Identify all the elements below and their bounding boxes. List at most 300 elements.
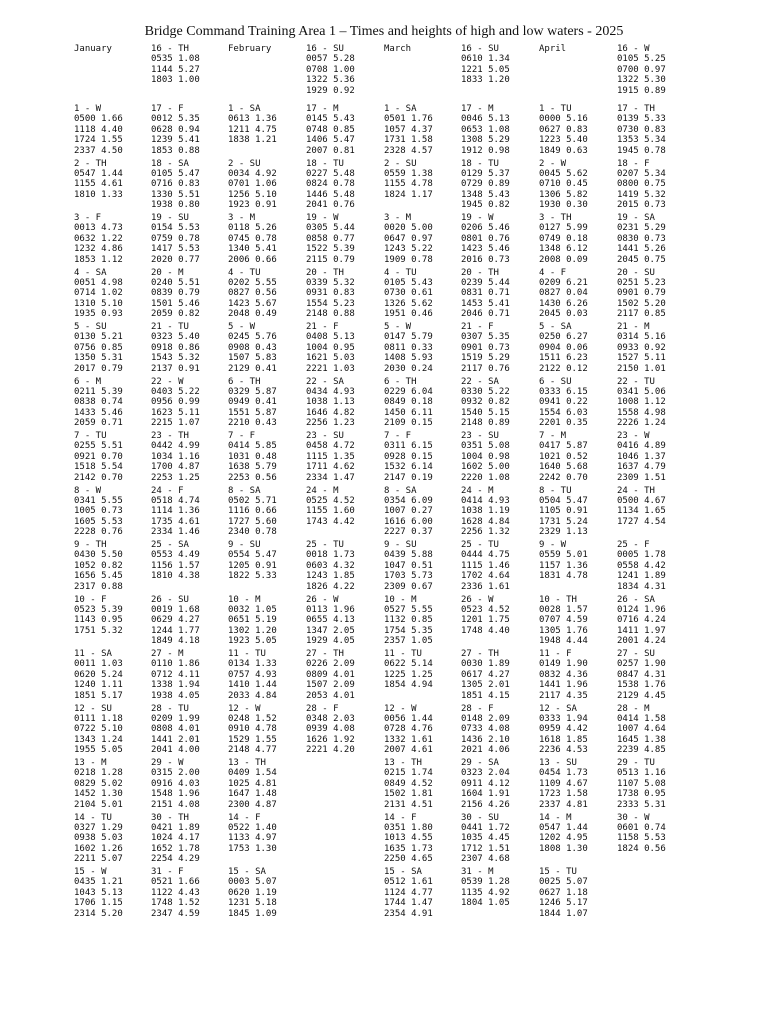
tide-entry: 1831 4.78	[539, 571, 588, 582]
tide-entry: 0032 1.05	[228, 604, 277, 615]
tide-entry: 2021 4.06	[461, 745, 510, 756]
tide-entry: 0255 5.51	[74, 441, 123, 452]
tide-entry: 0245 5.76	[228, 332, 277, 343]
tide-entry: 0046 5.13	[461, 114, 510, 125]
tide-entry: 0435 1.21	[74, 877, 123, 888]
tide-entry: 0013 4.73	[74, 223, 123, 234]
tide-entry: 1929 4.05	[306, 636, 355, 647]
tide-entry: 0811 0.33	[384, 342, 433, 353]
tide-entry: 2045 0.75	[617, 254, 666, 265]
day-label: 25 - SA	[151, 540, 189, 550]
day-label: 26 - W	[306, 594, 339, 605]
tide-entry: 0414 5.85	[228, 441, 277, 452]
tide-entry: 1132 0.85	[384, 615, 433, 626]
day-entry	[539, 813, 588, 855]
day-label: 4 - TU	[228, 267, 261, 278]
tide-entry: 0206 5.46	[461, 223, 510, 234]
tide-entry: 0139 5.33	[617, 114, 666, 125]
tide-entry: 2340 0.78	[228, 527, 277, 538]
day-label: 27 - TH	[461, 649, 499, 659]
day-label: 12 - W	[384, 703, 417, 714]
tide-entry: 1923 0.91	[228, 200, 277, 211]
tide-entry: 2300 4.87	[228, 799, 277, 810]
day-label: 30 - SU	[461, 812, 499, 823]
day-entry	[151, 540, 200, 582]
day-label: 30 - TH	[151, 812, 189, 823]
day-label: 22 - W	[151, 376, 184, 387]
day-label: 29 - W	[151, 758, 184, 768]
tide-entry: 0554 5.47	[228, 550, 277, 561]
day-entry	[461, 322, 510, 374]
day-entry	[384, 159, 433, 201]
tide-entry: 1038 1.19	[461, 506, 510, 517]
tide-entry: 2347 4.59	[151, 908, 200, 919]
day-label: 15 - SA	[384, 867, 422, 877]
tide-entry: 1350 5.31	[74, 353, 123, 364]
tide-entry: 0716 0.83	[151, 179, 200, 190]
tide-entry: 0018 1.73	[306, 550, 355, 561]
day-label: 23 - SU	[306, 431, 344, 441]
tide-entry: 0708 1.00	[306, 64, 355, 75]
tide-entry: 0558 4.42	[617, 560, 666, 571]
day-entry	[151, 649, 200, 701]
day-label: 10 - M	[384, 594, 417, 605]
tide-entry: 0832 4.36	[539, 669, 588, 680]
day-entry	[384, 595, 433, 647]
tide-entry: 1046 1.37	[617, 451, 666, 462]
day-label: 29 - TU	[617, 758, 655, 768]
tide-entry: 0414 1.58	[617, 713, 666, 724]
tide-entry: 1554 6.03	[539, 407, 588, 418]
tide-entry: 1156 1.57	[151, 560, 200, 571]
tide-entry: 0348 2.03	[306, 713, 355, 724]
tide-entry: 1221 5.05	[461, 64, 510, 75]
tide-entry: 0057 5.28	[306, 54, 355, 65]
tide-entry: 0209 6.21	[539, 277, 588, 288]
tide-entry: 0647 0.97	[384, 233, 433, 244]
tide-entry: 1308 5.29	[461, 135, 510, 146]
tide-entry: 1322 5.30	[617, 75, 666, 86]
tide-entry: 0012 5.35	[151, 114, 200, 125]
day-label: 7 - F	[384, 431, 412, 441]
tide-entry: 1441 1.96	[539, 680, 588, 691]
tide-entry: 1024 4.17	[151, 833, 200, 844]
tide-entry: 0559 1.38	[384, 168, 433, 179]
tide-entry: 0239 5.44	[461, 277, 510, 288]
day-entry	[151, 431, 200, 483]
day-entry	[461, 159, 510, 211]
tide-entry: 0911 4.12	[461, 778, 510, 789]
day-label: 27 - SU	[617, 649, 655, 659]
tide-entry: 0745 0.78	[228, 233, 277, 244]
tide-entry: 1452 1.30	[74, 789, 123, 800]
tide-entry: 0539 1.28	[461, 877, 510, 888]
day-entry	[539, 104, 588, 156]
day-label: 6 - TH	[228, 376, 261, 387]
day-entry	[617, 213, 666, 265]
tide-entry: 0305 5.44	[306, 223, 355, 234]
tide-entry: 1703 5.73	[384, 571, 433, 582]
tide-entry: 0439 5.88	[384, 550, 433, 561]
tide-entry: 0231 5.29	[617, 223, 666, 234]
day-label: 24 - F	[151, 485, 184, 496]
day-label: 1 - W	[74, 104, 102, 114]
tide-entry: 1433 5.46	[74, 407, 123, 418]
tide-entry: 1201 1.75	[461, 615, 510, 626]
tide-entry: 0730 0.61	[384, 288, 433, 299]
tide-entry: 1640 5.68	[539, 462, 588, 473]
tide-entry: 0949 0.41	[228, 397, 277, 408]
tide-entry: 1748 4.40	[461, 625, 510, 636]
tide-entry: 0403 5.22	[151, 386, 200, 397]
day-entry	[384, 813, 433, 865]
tide-entry: 0800 0.75	[617, 179, 666, 190]
tide-entry: 0610 1.34	[461, 54, 510, 65]
day-label: 14 - F	[384, 812, 417, 823]
tide-entry: 1231 5.18	[228, 898, 277, 909]
day-entry	[228, 649, 277, 701]
tide-entry: 2354 4.91	[384, 908, 433, 919]
tide-entry: 1743 4.42	[306, 516, 355, 527]
tide-entry: 0710 0.45	[539, 179, 588, 190]
tide-entry: 0409 1.54	[228, 768, 277, 779]
day-label: 17 - TH	[617, 104, 655, 114]
day-label: 24 - M	[461, 485, 494, 496]
day-entry	[384, 431, 433, 483]
tide-entry: 1844 1.07	[539, 908, 588, 919]
day-entry	[151, 758, 200, 810]
tide-entry: 2137 0.91	[151, 363, 200, 374]
day-entry	[539, 540, 588, 582]
day-label: 13 - M	[74, 758, 107, 768]
tide-entry: 1744 1.47	[384, 898, 433, 909]
tide-entry: 0148 2.09	[461, 713, 510, 724]
day-entry	[306, 704, 355, 756]
tide-entry: 0207 5.34	[617, 168, 666, 179]
tide-entry: 0134 1.33	[228, 659, 277, 670]
day-label: 11 - TU	[384, 649, 422, 659]
tide-entry: 1239 5.41	[151, 135, 200, 146]
day-entry	[74, 867, 123, 919]
day-label: 13 - TH	[384, 758, 422, 768]
tide-entry: 0416 4.89	[617, 441, 666, 452]
day-label: 10 - F	[74, 594, 107, 605]
tide-entry: 0105 5.25	[617, 54, 666, 65]
tide-entry: 1441 5.26	[617, 244, 666, 255]
day-label: 13 - TH	[228, 758, 266, 768]
tide-entry: 2148 4.77	[228, 745, 277, 756]
tide-entry: 1824 0.56	[617, 843, 666, 854]
day-entry	[74, 159, 123, 201]
tide-entry: 0620 5.24	[74, 669, 123, 680]
tide-entry: 1529 1.55	[228, 734, 277, 745]
tide-entry: 1810 1.33	[74, 189, 123, 200]
day-label: 16 - W	[617, 44, 650, 54]
tide-entry: 2337 4.50	[74, 145, 123, 156]
day-entry	[306, 159, 355, 211]
day-entry	[461, 758, 510, 810]
tide-entry: 1948 4.44	[539, 636, 588, 647]
tide-entry: 0627 0.83	[539, 124, 588, 135]
tide-entry: 0522 1.40	[228, 822, 277, 833]
day-label: 6 - SU	[539, 376, 572, 387]
day-entry	[228, 704, 277, 756]
tide-entry: 1635 1.73	[384, 843, 433, 854]
tide-entry: 1554 5.23	[306, 298, 355, 309]
tide-entry: 0801 0.76	[461, 233, 510, 244]
tide-entry: 1202 4.95	[539, 833, 588, 844]
tide-entry: 0118 5.26	[228, 223, 277, 234]
day-entry	[461, 649, 510, 701]
day-entry	[539, 649, 588, 701]
day-entry	[461, 540, 510, 592]
tide-entry: 0454 1.73	[539, 768, 588, 779]
tide-entry: 0535 1.08	[151, 54, 200, 65]
tide-entry: 1711 4.62	[306, 462, 355, 473]
tide-entry: 1134 1.65	[617, 506, 666, 517]
day-label: 21 - F	[306, 322, 339, 332]
tide-entry: 1753 1.30	[228, 843, 277, 854]
day-entry	[151, 322, 200, 374]
tide-entry: 0354 6.09	[384, 495, 433, 506]
tide-entry: 1343 1.24	[74, 734, 123, 745]
day-label: 10 - TH	[539, 594, 577, 605]
day-entry	[617, 540, 666, 592]
day-entry	[306, 268, 355, 320]
tide-entry: 0559 5.01	[539, 550, 588, 561]
tide-entry: 1838 1.21	[228, 135, 277, 146]
tide-entry: 0830 0.73	[617, 233, 666, 244]
tide-entry: 1731 5.24	[539, 516, 588, 527]
day-label: 28 - TU	[151, 703, 189, 714]
day-entry	[228, 486, 277, 538]
tide-entry: 2016 0.73	[461, 254, 510, 265]
tide-entry: 0215 1.74	[384, 768, 433, 779]
tide-entry: 1727 4.54	[617, 516, 666, 527]
tide-entry: 0341 5.06	[617, 386, 666, 397]
day-label: 16 - SU	[461, 44, 499, 54]
tide-entry: 1824 1.17	[384, 189, 433, 200]
day-label: 5 - W	[384, 322, 412, 332]
tide-entry: 1330 5.51	[151, 189, 200, 200]
tide-entry: 2239 4.85	[617, 745, 666, 756]
day-entry	[617, 104, 666, 156]
tide-entry: 0250 6.27	[539, 332, 588, 343]
tide-entry: 0430 5.50	[74, 550, 123, 561]
day-label: 4 - F	[539, 267, 567, 278]
day-label: 19 - SU	[151, 213, 189, 223]
tide-entry: 1038 1.13	[306, 397, 355, 408]
day-label: 24 - TH	[617, 485, 655, 496]
tide-entry: 1107 5.08	[617, 778, 666, 789]
tide-entry: 1833 1.20	[461, 75, 510, 86]
day-label: 29 - SA	[461, 758, 499, 768]
day-entry	[228, 104, 277, 146]
tide-entry: 0523 5.39	[74, 604, 123, 615]
day-label: 5 - SU	[74, 322, 107, 332]
tide-entry: 0003 5.07	[228, 877, 277, 888]
tide-entry: 1727 5.60	[228, 516, 277, 527]
day-label: 25 - TU	[306, 540, 344, 550]
day-label: 21 - TU	[151, 322, 189, 332]
tide-entry: 1423 5.67	[228, 298, 277, 309]
day-label: 26 - W	[461, 594, 494, 605]
day-label: 20 - SU	[617, 267, 655, 278]
day-label: 9 - TH	[74, 540, 107, 550]
tide-entry: 0311 6.15	[384, 441, 433, 452]
tide-entry: 2148 0.88	[306, 309, 355, 320]
tide-entry: 0421 1.89	[151, 822, 200, 833]
tide-entry: 1834 4.31	[617, 581, 666, 592]
day-entry	[151, 486, 200, 538]
tide-entry: 0829 5.02	[74, 778, 123, 789]
tide-entry: 0417 5.87	[539, 441, 588, 452]
tide-entry: 0000 5.16	[539, 114, 588, 125]
tide-entry: 2201 0.35	[539, 418, 588, 429]
tide-entry: 0910 4.78	[228, 724, 277, 735]
tide-entry: 1423 5.46	[461, 244, 510, 255]
tide-entry: 0939 4.08	[306, 724, 355, 735]
day-label: 14 - TU	[74, 812, 112, 823]
tide-entry: 0831 0.71	[461, 288, 510, 299]
tide-entry: 0127 5.99	[539, 223, 588, 234]
day-entry	[306, 649, 355, 701]
tide-entry: 0728 4.76	[384, 724, 433, 735]
tide-entry: 0240 5.51	[151, 277, 200, 288]
tide-entry: 2151 4.08	[151, 799, 200, 810]
tide-entry: 2129 0.41	[228, 363, 277, 374]
tide-entry: 1047 0.51	[384, 560, 433, 571]
tide-entry: 1453 5.41	[461, 298, 510, 309]
day-label: 26 - SU	[151, 594, 189, 605]
tide-entry: 0908 0.43	[228, 342, 277, 353]
tide-entry: 1923 5.05	[228, 636, 277, 647]
tide-entry: 1851 4.15	[461, 690, 510, 701]
tide-entry: 0701 1.06	[228, 179, 277, 190]
tide-entry: 2256 1.32	[461, 527, 510, 538]
tide-entry: 1007 0.27	[384, 506, 433, 517]
tide-entry: 1243 1.85	[306, 571, 355, 582]
day-label: 15 - W	[74, 867, 107, 877]
tide-entry: 0613 1.36	[228, 114, 277, 125]
tide-entry: 1626 1.92	[306, 734, 355, 745]
day-entry	[228, 595, 277, 647]
day-label: 8 - SA	[384, 485, 417, 496]
day-label: 15 - SA	[228, 867, 266, 877]
tide-entry: 1532 6.14	[384, 462, 433, 473]
tide-entry: 1849 0.63	[539, 145, 588, 156]
tide-entry: 1754 5.35	[384, 625, 433, 636]
tide-entry: 0329 5.87	[228, 386, 277, 397]
day-label: 28 - F	[306, 703, 339, 714]
tide-entry: 1135 4.92	[461, 887, 510, 898]
tide-entry: 0827 0.56	[228, 288, 277, 299]
tide-entry: 1638 5.79	[228, 462, 277, 473]
tide-entry: 1935 0.93	[74, 309, 123, 320]
tide-entry: 2041 4.00	[151, 745, 200, 756]
day-entry	[306, 431, 355, 483]
day-label: 3 - M	[384, 213, 412, 223]
day-label: 22 - SA	[461, 376, 499, 387]
tide-entry: 1602 1.26	[74, 843, 123, 854]
tide-entry: 0500 1.66	[74, 114, 123, 125]
day-label: 13 - SU	[539, 758, 577, 768]
tide-entry: 1826 4.22	[306, 581, 355, 592]
day-entry	[228, 159, 277, 211]
tide-entry: 2048 0.49	[228, 309, 277, 320]
tide-entry: 0019 1.68	[151, 604, 200, 615]
tide-entry: 2215 1.07	[151, 418, 200, 429]
tide-entry: 2250 4.65	[384, 854, 433, 865]
tide-entry: 1446 5.48	[306, 189, 355, 200]
tide-entry: 0617 4.27	[461, 669, 510, 680]
tide-entry: 2148 0.89	[461, 418, 510, 429]
tide-entry: 0501 1.76	[384, 114, 433, 125]
tide-entry: 0553 4.49	[151, 550, 200, 561]
tide-entry: 0757 4.93	[228, 669, 277, 680]
day-label: 4 - TU	[384, 267, 417, 278]
tide-entry: 1450 6.11	[384, 407, 433, 418]
tide-entry: 0527 5.55	[384, 604, 433, 615]
day-entry	[384, 104, 433, 156]
tide-entry: 1322 5.36	[306, 75, 355, 86]
tide-entry: 2253 1.25	[151, 472, 200, 483]
tide-entry: 2015 0.73	[617, 200, 666, 211]
tide-entry: 1347 2.05	[306, 625, 355, 636]
day-entry	[74, 377, 123, 429]
tide-entry: 0227 5.48	[306, 168, 355, 179]
tide-entry: 0518 4.74	[151, 495, 200, 506]
day-entry	[539, 322, 588, 374]
tide-entry: 0323 5.40	[151, 332, 200, 343]
tide-entry: 1305 1.76	[539, 625, 588, 636]
tide-entry: 2333 5.31	[617, 799, 666, 810]
day-entry	[74, 813, 123, 865]
tide-entry: 1748 1.52	[151, 898, 200, 909]
tide-entry: 1845 1.09	[228, 908, 277, 919]
tide-entry: 1109 4.67	[539, 778, 588, 789]
tide-entry: 1332 1.61	[384, 734, 433, 745]
day-entry	[384, 540, 433, 592]
tide-entry: 0130 5.21	[74, 332, 123, 343]
tide-entry: 2129 4.45	[617, 690, 666, 701]
tide-entry: 1223 5.40	[539, 135, 588, 146]
tide-entry: 2317 0.88	[74, 581, 123, 592]
tide-entry: 2309 0.67	[384, 581, 433, 592]
tide-entry: 2334 1.47	[306, 472, 355, 483]
day-entry	[228, 322, 277, 374]
tide-entry: 0938 5.03	[74, 833, 123, 844]
tide-entry: 0628 0.94	[151, 124, 200, 135]
tide-entry: 1810 4.38	[151, 571, 200, 582]
tide-entry: 0716 4.24	[617, 615, 666, 626]
tide-entry: 2210 0.43	[228, 418, 277, 429]
tide-entry: 1929 0.92	[306, 85, 355, 96]
tide-entry: 0629 4.27	[151, 615, 200, 626]
tide-entry: 2117 4.35	[539, 690, 588, 701]
tide-entry: 0105 5.43	[384, 277, 433, 288]
tide-entry: 0408 5.13	[306, 332, 355, 343]
day-entry	[539, 213, 588, 265]
day-label: 18 - F	[617, 158, 650, 169]
day-entry	[384, 649, 433, 691]
tide-entry: 0933 0.92	[617, 342, 666, 353]
tide-entry: 2256 1.23	[306, 418, 355, 429]
day-label: 17 - M	[306, 104, 339, 114]
day-label: 6 - TH	[384, 376, 417, 387]
day-entry	[617, 649, 666, 701]
day-entry	[74, 322, 123, 374]
